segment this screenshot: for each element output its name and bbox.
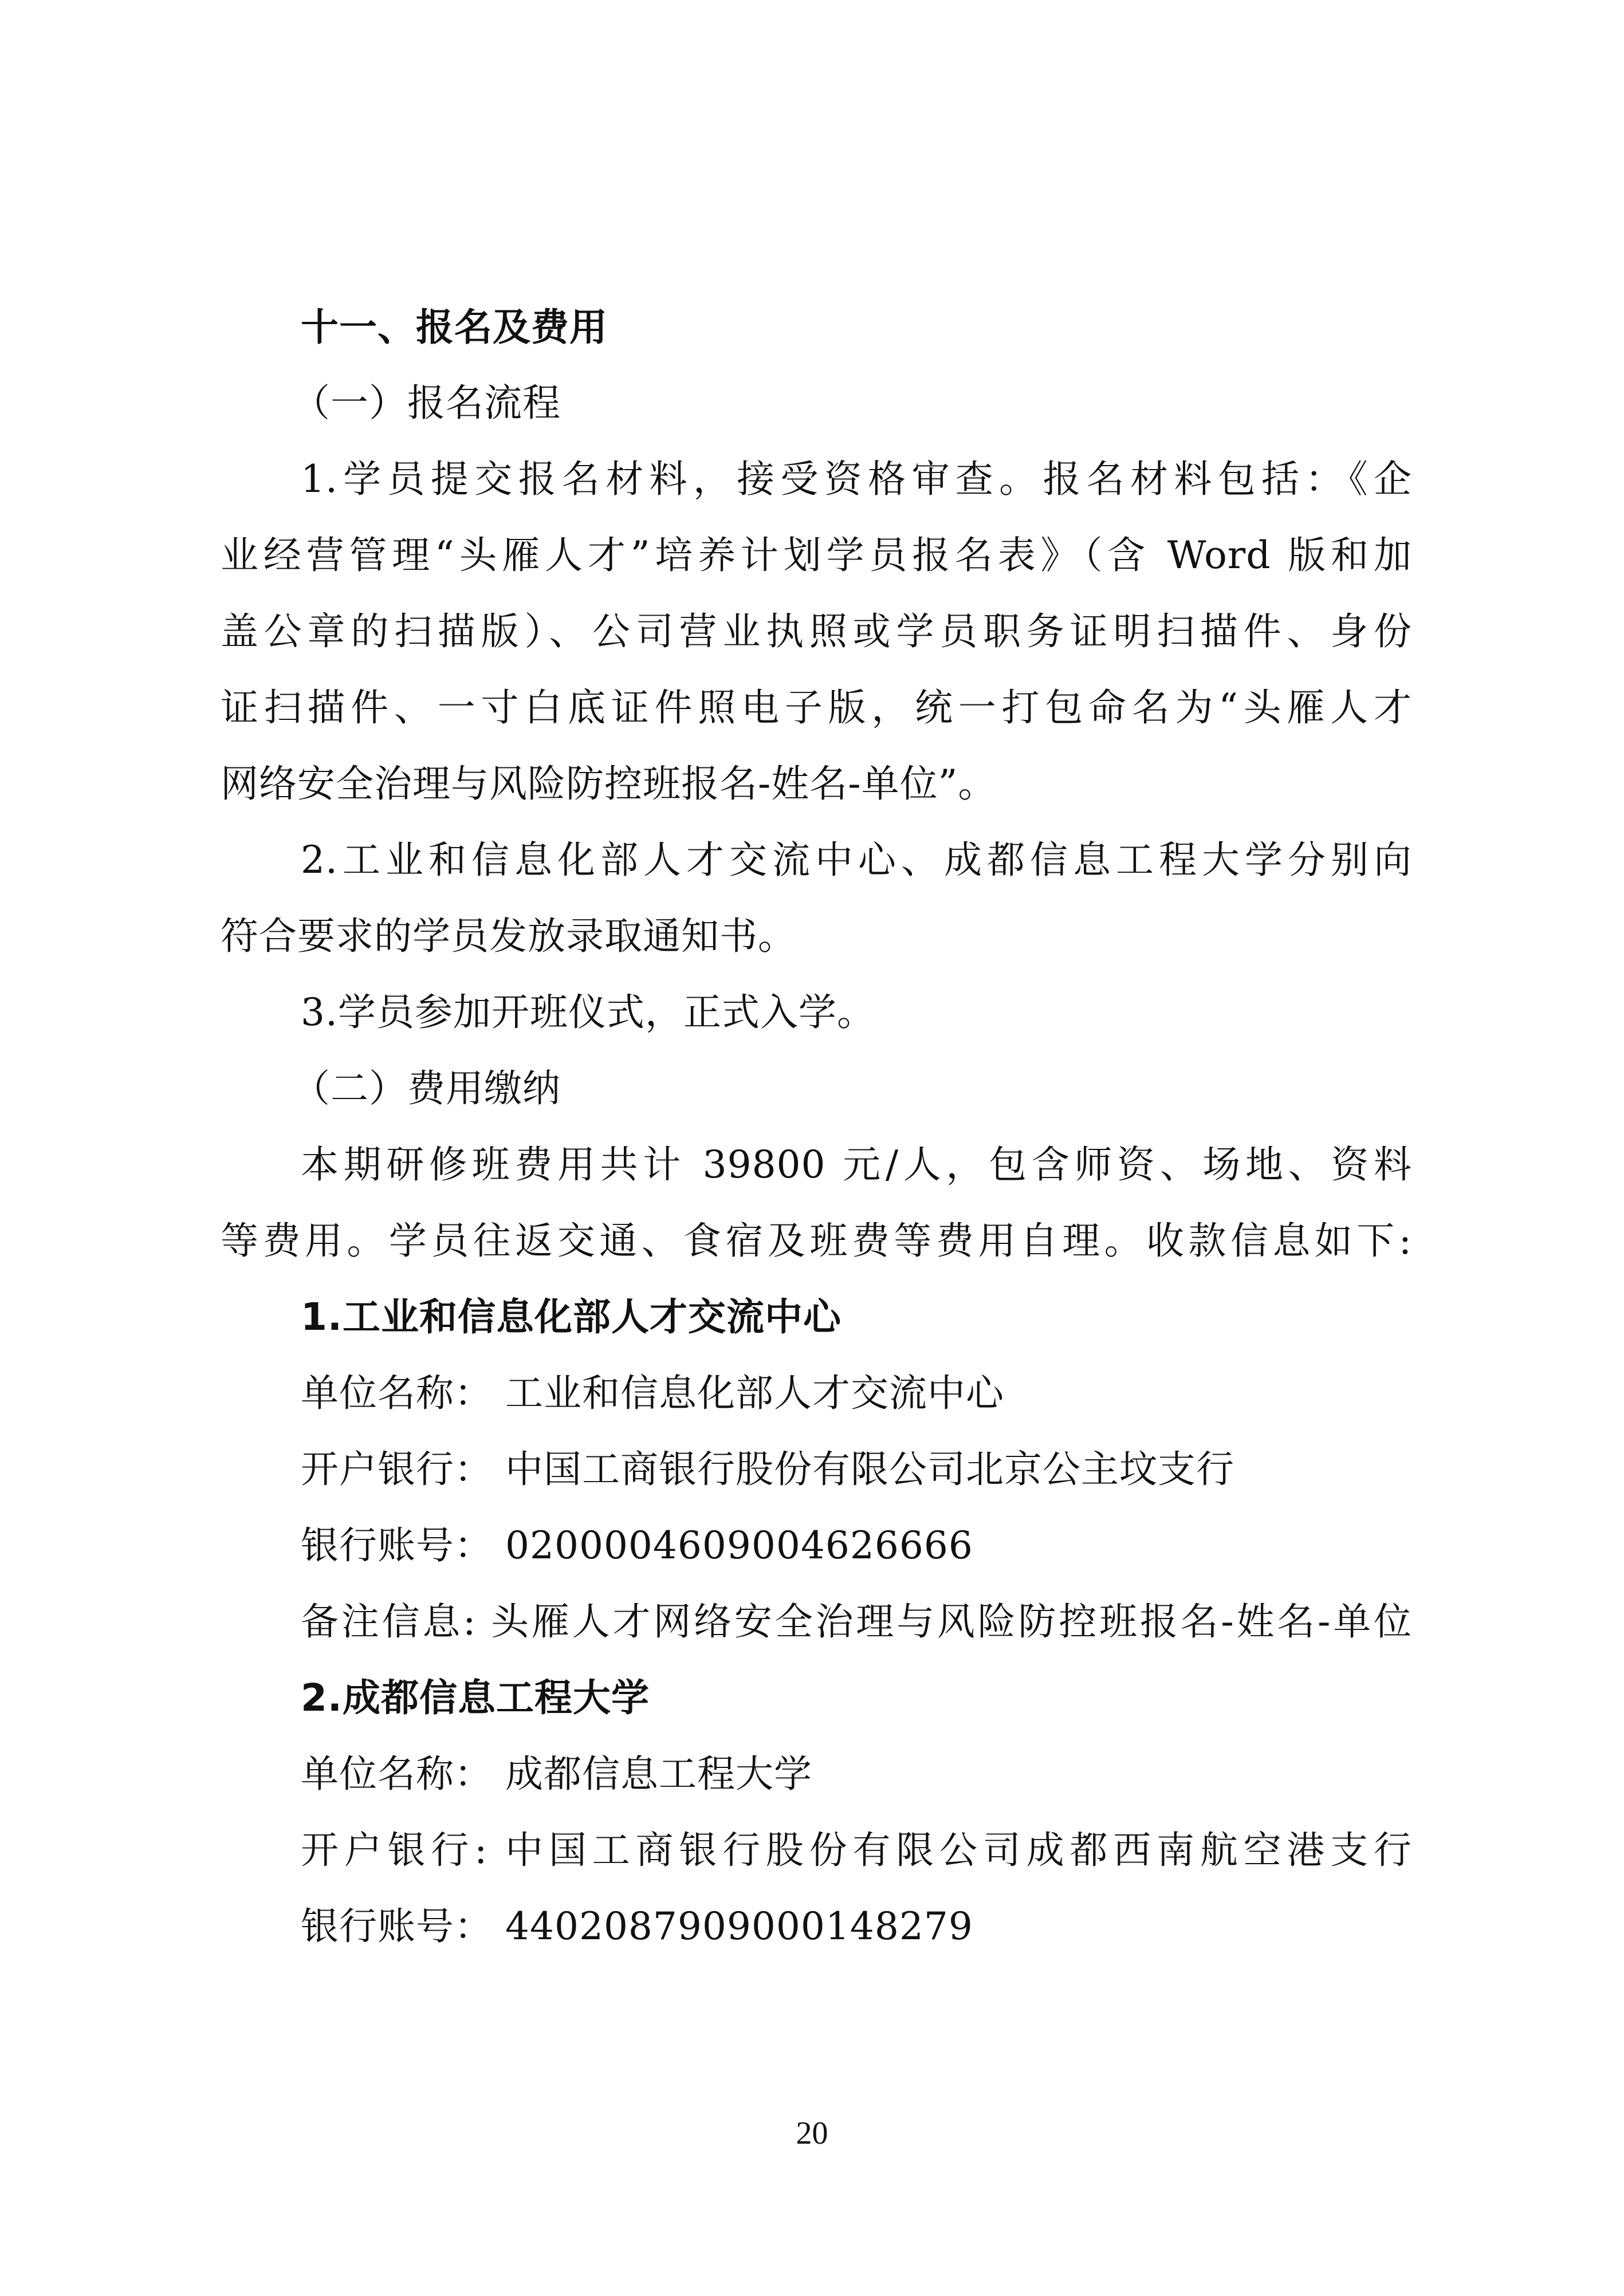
paragraph-line: 等费用。学员往返交通、食宿及班费等费用自理。收款信息如下: [221,1219,1412,1263]
payee-heading: 1.工业和信息化部人才交流中心 [301,1295,842,1339]
paragraph-line: 符合要求的学员发放录取通知书。 [221,914,796,958]
paragraph-line: 网络安全治理与风险防控班报名-姓名-单位”。 [221,762,997,806]
page-number: 20 [796,2116,828,2151]
subsection-title-registration: （一）报名流程 [292,381,561,425]
paragraph-line: 2.工业和信息化部人才交流中心、成都信息工程大学分别向 [301,838,1412,882]
payee-heading: 2.成都信息工程大学 [301,1676,650,1720]
paragraph-line: 证扫描件、一寸白底证件照电子版，统一打包命名为“头雁人才 [221,686,1412,730]
section-title: 十一、报名及费用 [301,305,608,349]
payee-note: 备注信息: 头雁人才网络安全治理与风险防控班报名-姓名-单位 [301,1600,1412,1644]
paragraph-line: 1.学员提交报名材料，接受资格审查。报名材料包括：《企 [301,457,1412,501]
payee-account: 银行账号： 4402087909000148279 [301,1904,973,1948]
subsection-title-fees: （二）费用缴纳 [292,1066,561,1110]
payee-bank: 开户银行： 中国工商银行股份有限公司北京公主坟支行 [301,1447,1234,1491]
payee-account: 银行账号： 0200004609004626666 [301,1523,973,1568]
paragraph-line: 盖公章的扫描版）、公司营业执照或学员职务证明扫描件、身份 [221,609,1412,653]
paragraph-line: 3.学员参加开班仪式，正式入学。 [301,990,875,1034]
payee-name: 单位名称： 工业和信息化部人才交流中心 [301,1371,1004,1415]
payee-bank: 开户银行: 中国工商银行股份有限公司成都西南航空港支行 [301,1828,1412,1872]
payee-name: 单位名称： 成都信息工程大学 [301,1752,812,1796]
paragraph-line: 业经营管理“头雁人才”培养计划学员报名表》（含 Word 版和加 [221,533,1412,577]
paragraph-line: 本期研修班费用共计 39800 元/人，包含师资、场地、资料 [301,1143,1412,1187]
